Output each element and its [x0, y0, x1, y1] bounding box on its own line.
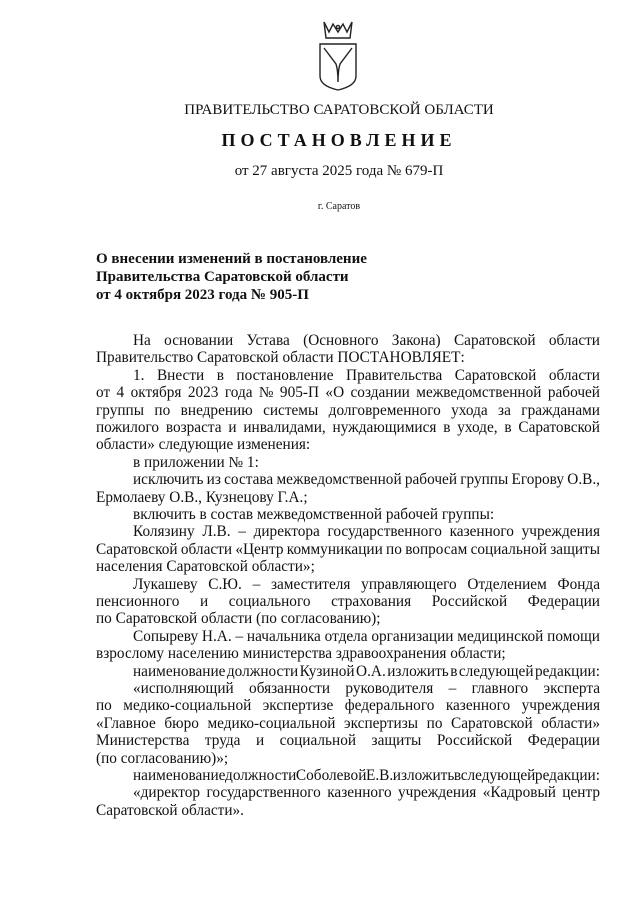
subject-line: Правительства Саратовской области	[96, 269, 349, 285]
body-line: наименование должности Кузиной О.А. изложить в следующей редакции:	[133, 662, 600, 680]
body-line: Саратовской области «Центр коммуникации по вопросам социальной защиты	[96, 540, 600, 558]
government-name: ПРАВИТЕЛЬСТВО САРАТОВСКОЙ ОБЛАСТИ	[184, 102, 494, 118]
body-line: от 4 октября 2023 года № 905-П «О создании межведомственной рабочей	[96, 384, 600, 402]
body-line: Лукашеву С.Ю. – заместителя управляющего Отделением Фонда	[133, 575, 600, 593]
body-line: (по согласованию)»;	[96, 749, 229, 767]
document-date-number: от 27 августа 2025 года № 679-П	[234, 163, 444, 179]
body-line: Колязину Л.В. – директора государственного казенного учреждения	[133, 523, 600, 541]
subject-line: О внесении изменений в постановление	[96, 251, 367, 267]
body-line: области» следующие изменения:	[96, 436, 311, 454]
document-type: ПОСТАНОВЛЕНИЕ	[221, 130, 457, 150]
body-line: Саратовской области».	[96, 801, 245, 819]
body-line: пожилого возраста и инвалидами, нуждающимися в уходе, в Саратовской	[96, 419, 600, 436]
body-line: группы по внедрению системы долговременного ухода за гражданами	[96, 401, 600, 419]
body-line: 1. Внести в постановление Правительства Саратовской области	[133, 366, 600, 384]
body-line: «исполняющий обязанности руководителя – главного эксперта	[133, 680, 600, 697]
body-line: взрослому населению министерства здравоохранения области;	[96, 645, 506, 663]
body-line: «директор государственного казенного учреждения «Кадровый центр	[133, 784, 600, 802]
document-city: г. Саратов	[317, 201, 361, 212]
body-line: исключить из состава межведомственной рабочей группы Егорову О.В.,	[133, 471, 600, 489]
body-line: Ермолаеву О.В., Кузнецову Г.А.;	[96, 488, 308, 506]
body-line: Министерства труда и социальной защиты Российской Федерации	[96, 732, 600, 750]
body-line: Правительство Саратовской области ПОСТАНОВЛЯЕТ:	[96, 349, 465, 367]
body-line: пенсионного и социального страхования Российской Федерации	[96, 593, 600, 610]
body-line: по медико-социальной экспертизе федерального казенного учреждения	[96, 697, 600, 715]
body-line: Сопыреву Н.А. – начальника отдела организации медицинской помощи	[133, 627, 600, 645]
body-line: наименование должности Соболевой Е.В. изложить в следующей редакции:	[133, 767, 600, 784]
body-line: по Саратовской области (по согласованию);	[96, 610, 381, 628]
body-line: в приложении № 1:	[133, 453, 259, 471]
body-line: На основании Устава (Основного Закона) Саратовской области	[133, 332, 600, 349]
body-line: населения Саратовской области»;	[96, 558, 315, 576]
coat-of-arms-emblem	[316, 18, 360, 92]
subject-line: от 4 октября 2023 года № 905-П	[96, 287, 309, 303]
body-line: включить в состав межведомственной рабочей группы:	[133, 506, 495, 523]
body-line: «Главное бюро медико-социальной экспертизы по Саратовской области»	[96, 714, 600, 732]
